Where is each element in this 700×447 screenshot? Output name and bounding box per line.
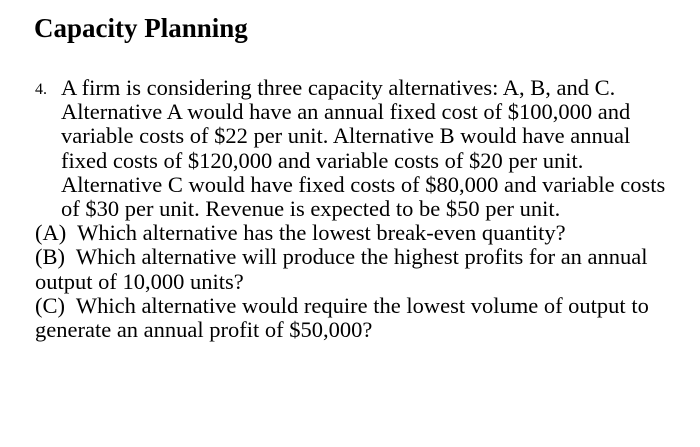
question-label: (C) — [35, 292, 65, 318]
problem-number: 4. — [35, 81, 47, 98]
question-label: (B) — [35, 244, 65, 270]
question-text: Which alternative will produce the highest profits for an annual output of 10,000 units? — [35, 244, 648, 294]
question-c — [35, 294, 676, 342]
question-b — [35, 245, 676, 293]
problem-statement — [35, 76, 676, 221]
problem-text: A firm is considering three capacity alternatives: A, B, and C. Alternative A would have an annual fixed cost of $100,000 and variable costs of $22 per unit. Alternative B would have annual fixed costs of $120,000 and variable costs of $20 per unit. Alternative C would have fixed costs of $80,000 and variable costs of $30 per unit. Revenue is expected to be $50 per unit. — [61, 75, 666, 222]
question-a — [35, 221, 676, 245]
question-text: Which alternative has the lowest break-even quantity? — [77, 220, 566, 246]
question-label: (A) — [35, 220, 67, 246]
question-text: Which alternative would require the lowest volume of output to generate an annual profit of $50,000? — [35, 292, 649, 343]
page-title: Capacity Planning — [34, 13, 248, 43]
